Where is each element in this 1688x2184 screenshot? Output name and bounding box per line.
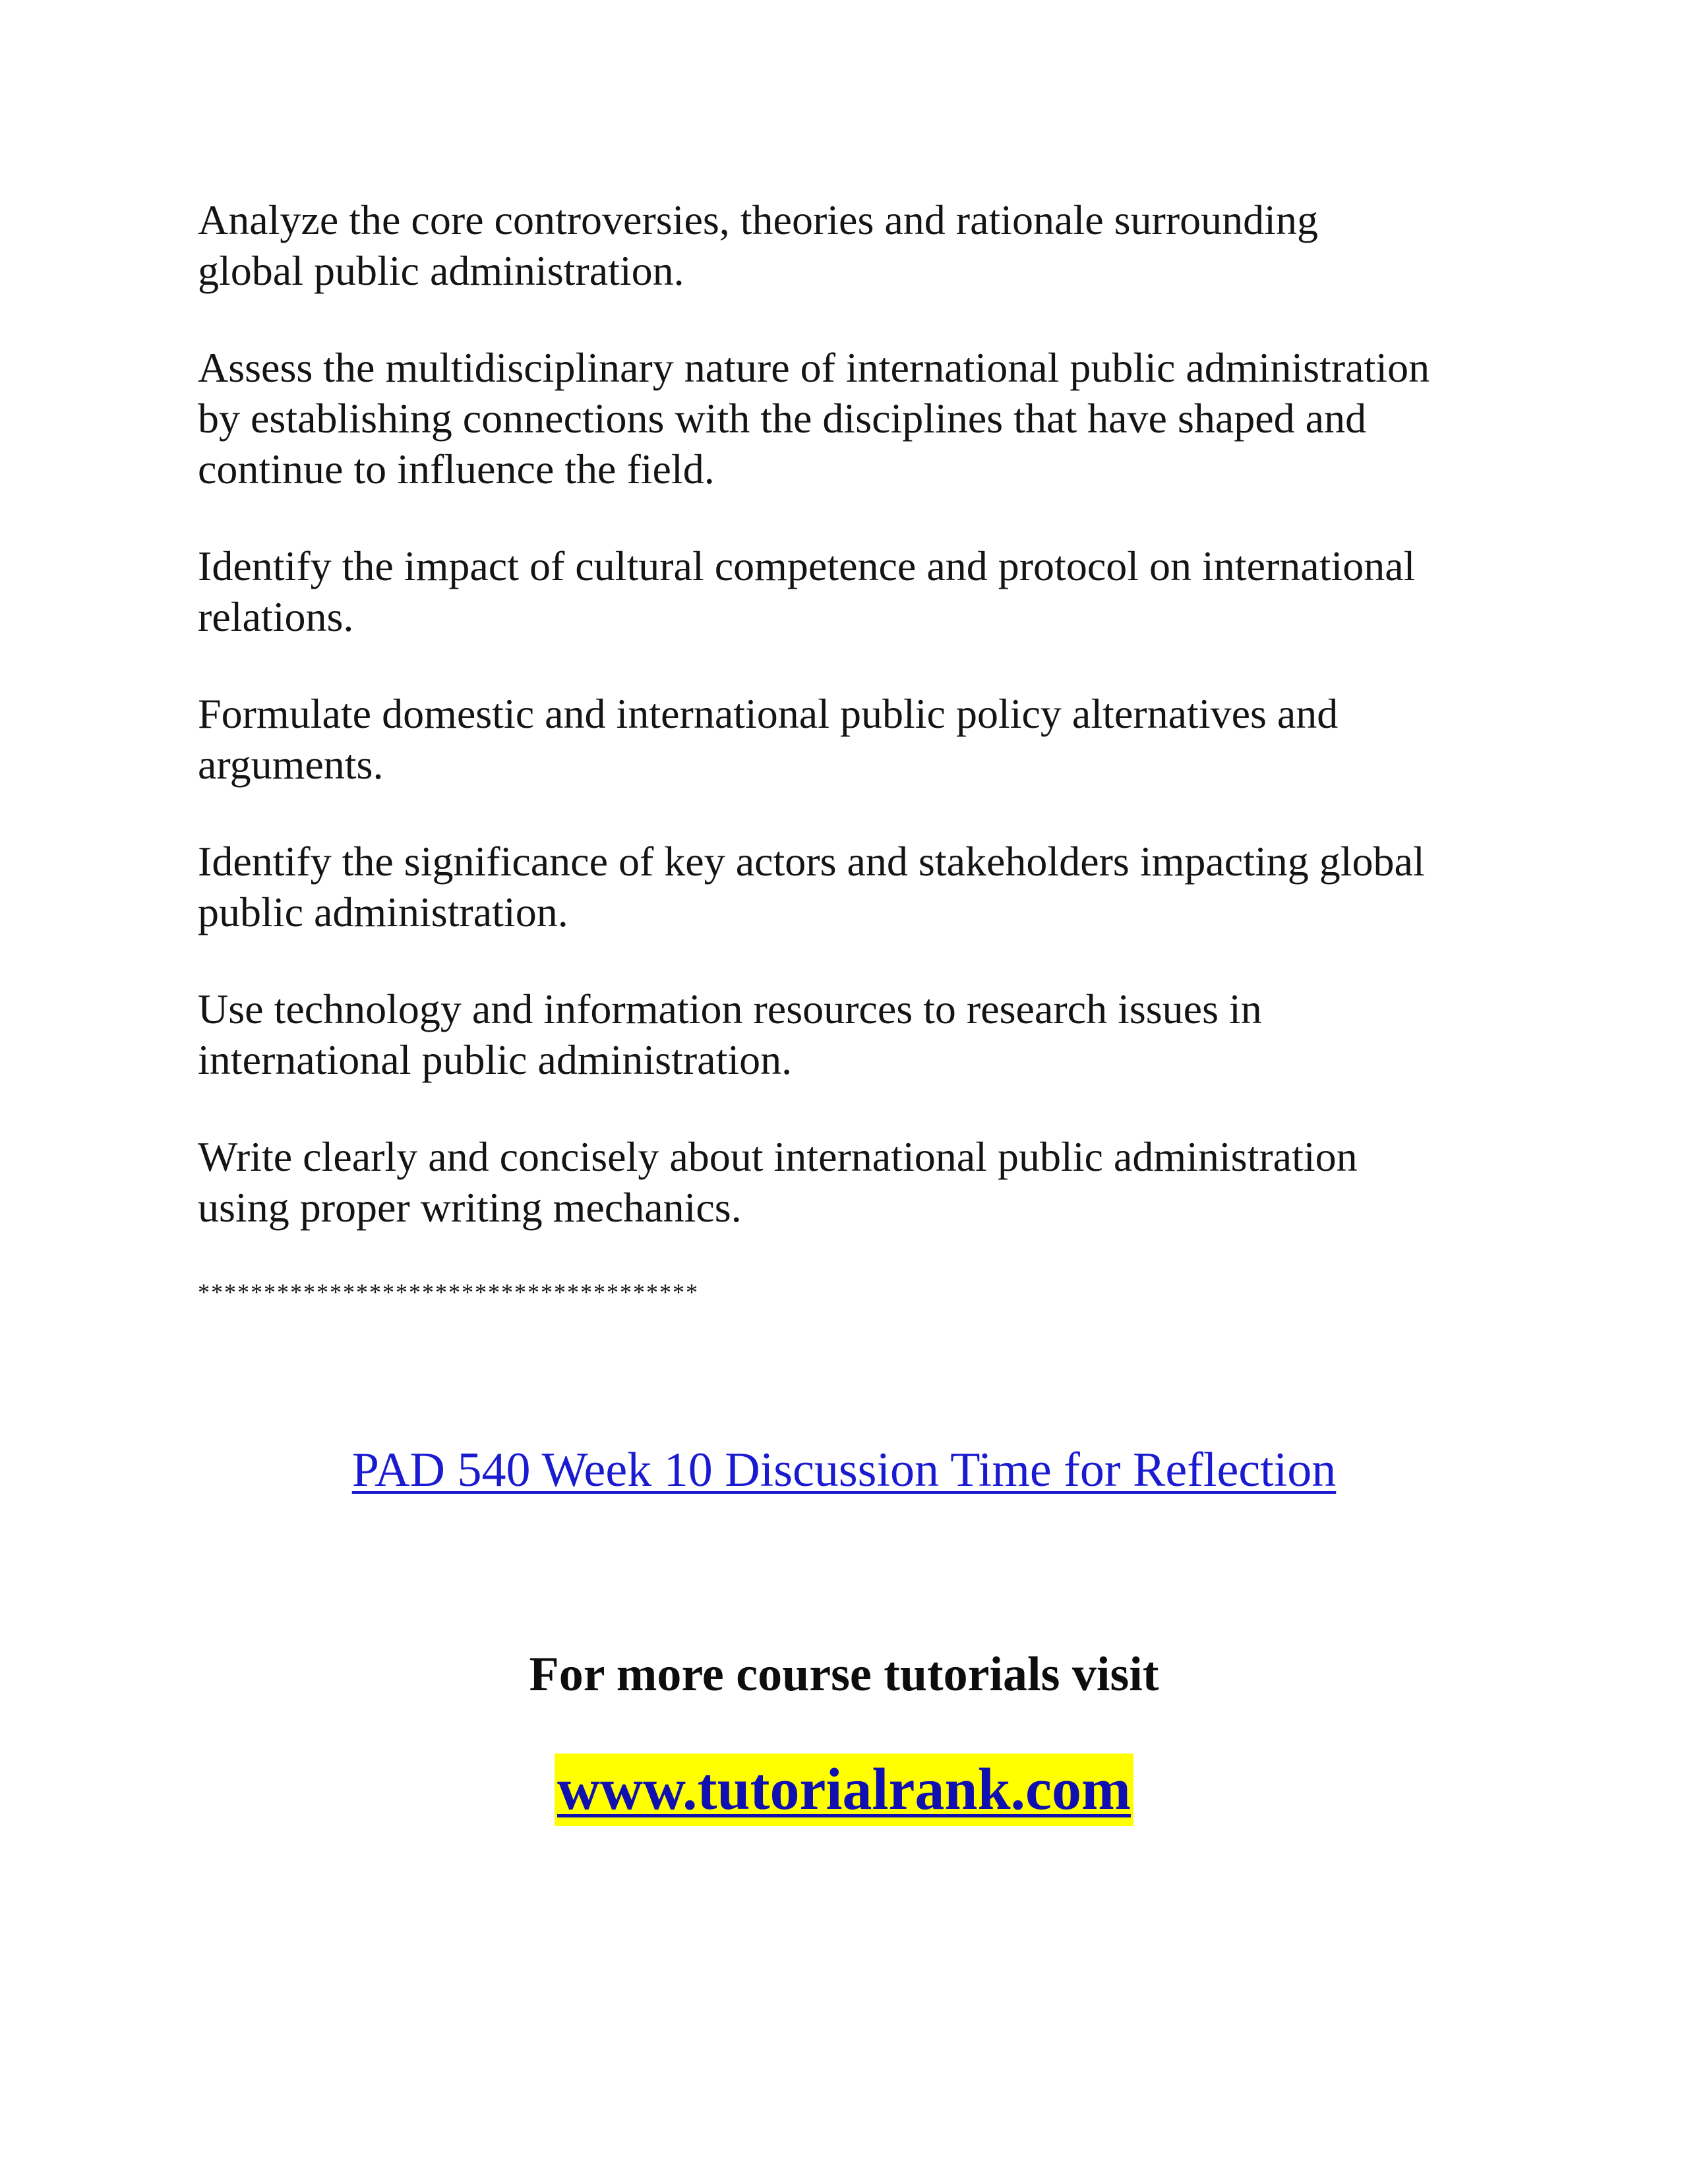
objective-line: Assess the multidisciplinary nature of international public administration — [198, 344, 1430, 391]
objective-paragraph — [198, 342, 1517, 494]
objective-line: Analyze the core controversies, theories and rationale surrounding — [198, 196, 1318, 243]
objective-line: arguments. — [198, 741, 384, 788]
objective-line: using proper writing mechanics. — [198, 1184, 742, 1231]
discussion-link[interactable]: PAD 540 Week 10 Discussion Time for Reflection — [351, 1443, 1337, 1497]
objective-line: Write clearly and concisely about international public administration — [198, 1133, 1358, 1180]
site-url-link[interactable]: www.tutorialrank.com — [555, 1754, 1133, 1826]
visit-label: For more course tutorials visit — [529, 1647, 1159, 1701]
objective-line: relations. — [198, 593, 354, 640]
objective-paragraph — [198, 984, 1517, 1085]
objective-line: international public administration. — [198, 1036, 793, 1083]
objective-paragraph — [198, 688, 1517, 790]
objective-line: Formulate domestic and international public policy alternatives and — [198, 690, 1339, 737]
site-link-container — [0, 1754, 1688, 1826]
objective-paragraph — [198, 541, 1517, 642]
objective-line: Identify the impact of cultural competence and protocol on international — [198, 543, 1416, 589]
objective-line: continue to influence the field. — [198, 446, 715, 492]
objective-line: by establishing connections with the disciplines that have shaped and — [198, 395, 1367, 442]
objective-line: Identify the significance of key actors and stakeholders impacting global — [198, 838, 1425, 885]
objective-line: Use technology and information resources to research issues in — [198, 986, 1262, 1032]
objective-paragraph — [198, 836, 1517, 937]
objective-paragraph — [198, 1131, 1517, 1233]
objective-line: public administration. — [198, 889, 568, 935]
objective-line: global public administration. — [198, 247, 684, 294]
objectives-list — [198, 194, 1517, 1305]
discussion-link-container — [0, 1440, 1688, 1500]
asterisk-separator: ************************************** — [198, 1279, 699, 1305]
objective-paragraph — [198, 194, 1517, 296]
